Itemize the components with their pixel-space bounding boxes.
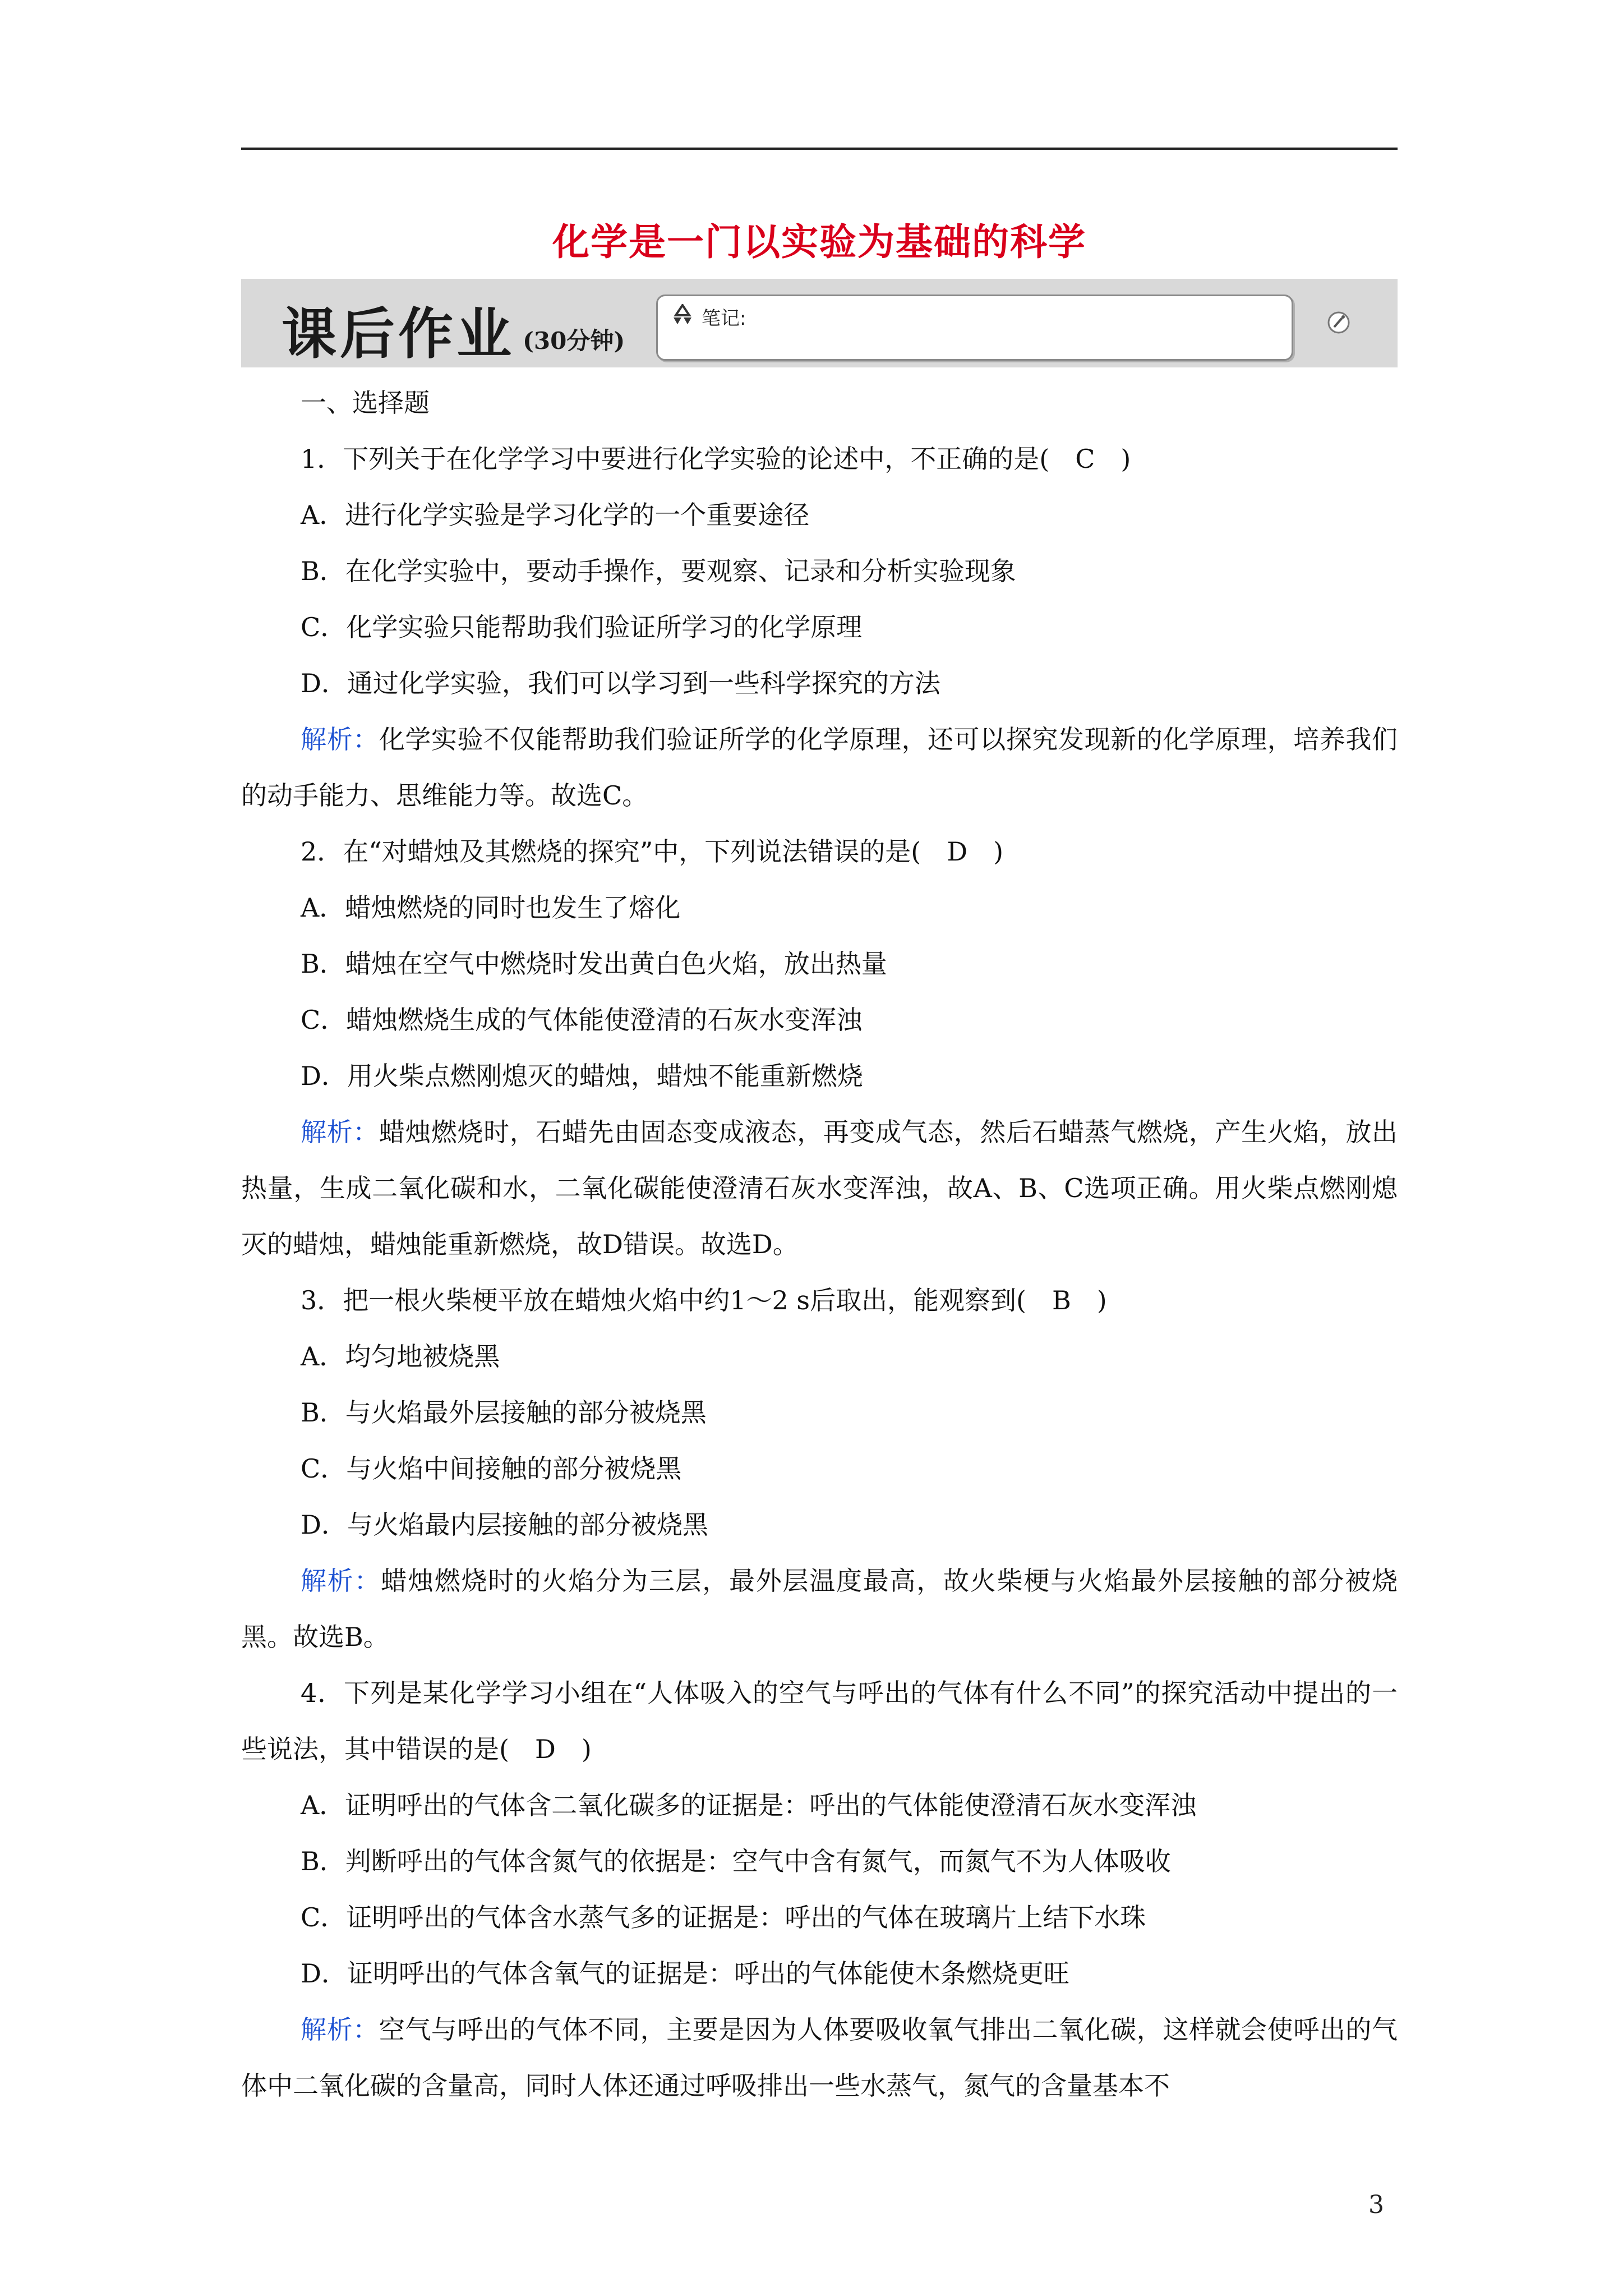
note-box[interactable]	[656, 295, 1293, 361]
page-title: 化学是一门以实验为基础的科学	[552, 220, 1086, 264]
option-c: C．证明呼出的气体含水蒸气多的证据是：呼出的气体在玻璃片上结下水珠	[301, 1902, 1146, 1932]
header-rule	[241, 148, 1398, 150]
question-stem: 1．下列关于在化学学习中要进行化学实验的论述中，不正确的是( C )	[301, 444, 1131, 474]
option-d: D．证明呼出的气体含氧气的证据是：呼出的气体能使木条燃烧更旺	[301, 1958, 1069, 1989]
option-c: C．化学实验只能帮助我们验证所学习的化学原理	[301, 612, 863, 642]
banner-duration: (30分钟)	[523, 327, 625, 355]
question-stem: 2．在“对蜡烛及其燃烧的探究”中，下列说法错误的是( D )	[301, 836, 1004, 867]
analysis-paragraph	[241, 2001, 1398, 2114]
analysis-text: 空气与呼出的气体不同，主要是因为人体要吸收氧气排出二氧化碳，这样就会使呼出的气体中二氧化碳的含量高，同时人体还通过呼吸排出一些水蒸气，氮气的含量基本不	[241, 2014, 1398, 2101]
option-d: D．用火柴点燃刚熄灭的蜡烛，蜡烛不能重新燃烧	[301, 1061, 863, 1091]
option-a: A．进行化学实验是学习化学的一个重要途径	[301, 500, 810, 530]
question-stem: 4．下列是某化学学习小组在“人体吸入的空气与呼出的气体有什么不同”的探究活动中提出的一些说法，其中错误的是( D )	[241, 1678, 1398, 1764]
option-c: C．与火焰中间接触的部分被烧黑	[301, 1453, 682, 1484]
analysis-text: 蜡烛燃烧时，石蜡先由固态变成液态，再变成气态，然后石蜡蒸气燃烧，产生火焰，放出热量，生成二氧化碳和水，二氧化碳能使澄清石灰水变浑浊，故A、B、C选项正确。用火柴点燃刚熄灭的蜡烛，蜡烛能重新燃烧，故D错误。故选D。	[241, 1117, 1398, 1259]
recycle-icon	[670, 304, 695, 325]
note-label: 笔记:	[702, 307, 746, 330]
option-b: B．蜡烛在空气中燃烧时发出黄白色火焰，放出热量	[301, 949, 887, 979]
pen-circle-icon	[1326, 310, 1351, 335]
analysis-label: 解析：	[301, 724, 379, 754]
option-d: D．通过化学实验，我们可以学习到一些科学探究的方法	[301, 668, 940, 698]
banner-heading-area	[241, 279, 645, 367]
analysis-paragraph	[241, 1104, 1398, 1272]
question-content	[241, 375, 1398, 2114]
analysis-paragraph	[241, 711, 1398, 823]
option-d: D．与火焰最内层接触的部分被烧黑	[301, 1510, 708, 1540]
option-c: C．蜡烛燃烧生成的气体能使澄清的石灰水变浑浊	[301, 1005, 863, 1035]
analysis-text: 蜡烛燃烧时的火焰分为三层，最外层温度最高，故火柴梗与火焰最外层接触的部分被烧黑。故选B。	[241, 1566, 1398, 1652]
homework-banner	[241, 279, 1398, 367]
section-heading: 一、选择题	[301, 388, 430, 418]
question-stem: 3．把一根火柴梗平放在蜡烛火焰中约1～2 s后取出，能观察到( B )	[301, 1285, 1107, 1315]
analysis-paragraph	[241, 1553, 1398, 1665]
option-b: B．判断呼出的气体含氮气的依据是：空气中含有氮气，而氮气不为人体吸收	[301, 1846, 1171, 1876]
option-b: B．与火焰最外层接触的部分被烧黑	[301, 1397, 707, 1428]
analysis-label: 解析：	[301, 1566, 381, 1596]
analysis-label: 解析：	[301, 2014, 379, 2045]
option-a: A．证明呼出的气体含二氧化碳多的证据是：呼出的气体能使澄清石灰水变浑浊	[301, 1790, 1197, 1820]
page-number: 3	[1368, 2191, 1384, 2219]
analysis-text: 化学实验不仅能帮助我们验证所学的化学原理，还可以探究发现新的化学原理，培养我们的动手能力、思维能力等。故选C。	[241, 724, 1398, 811]
option-b: B．在化学实验中，要动手操作，要观察、记录和分析实验现象	[301, 556, 1016, 586]
analysis-label: 解析：	[301, 1117, 379, 1147]
banner-heading: 课后作业	[282, 302, 515, 366]
option-a: A．均匀地被烧黑	[301, 1341, 500, 1372]
option-a: A．蜡烛燃烧的同时也发生了熔化	[301, 892, 681, 923]
